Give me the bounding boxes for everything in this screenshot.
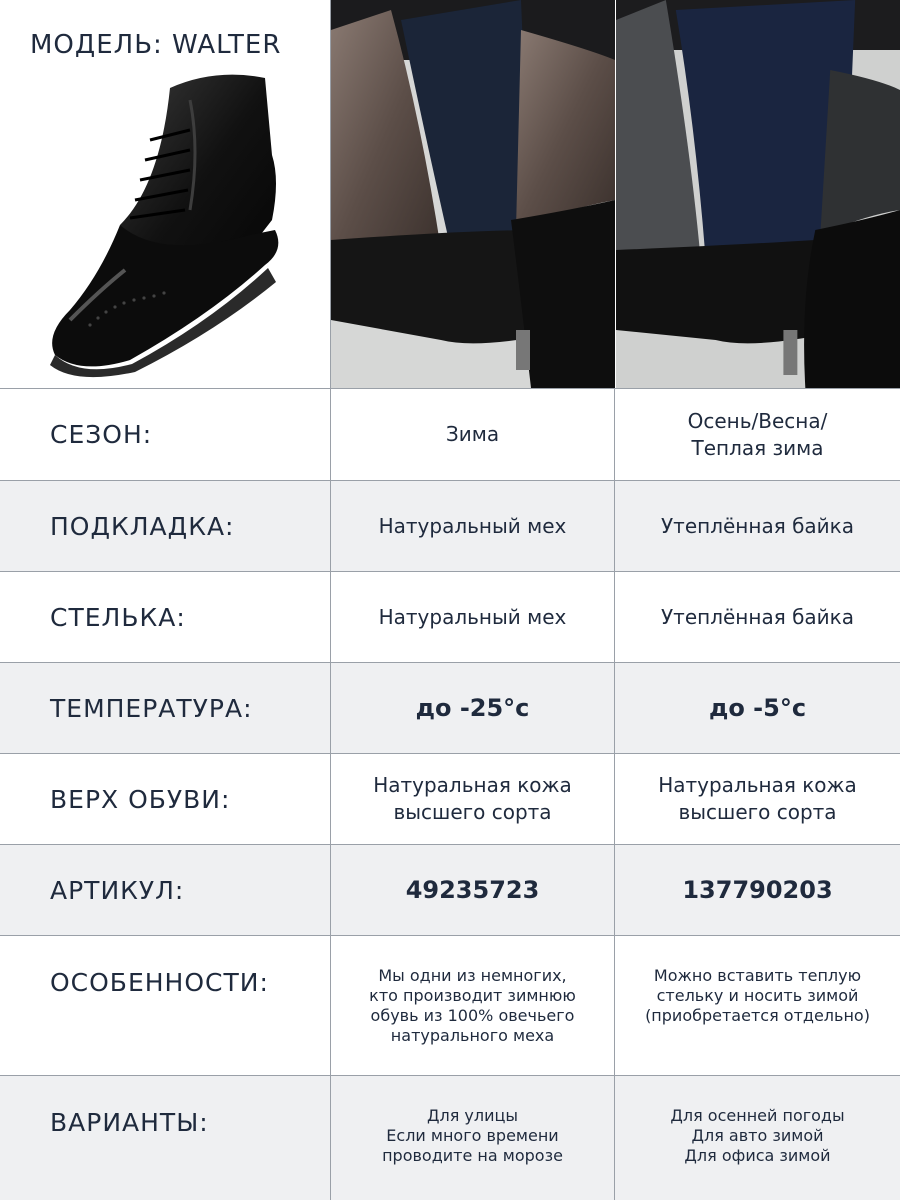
value-autumn: до -5°с (708, 693, 807, 722)
value-autumn: Осень/Весна/ Теплая зима (687, 408, 828, 460)
row-label: СТЕЛЬКА: (0, 572, 331, 662)
value-winter: Для улицы Если много времени проводите на морозе (382, 1106, 563, 1165)
boot-photo (40, 60, 300, 380)
row-article (0, 844, 900, 935)
row-label: ПОДКЛАДКА: (0, 481, 331, 571)
model-title: МОДЕЛЬ: WALTER (30, 30, 282, 60)
value-winter: Натуральный мех (378, 604, 567, 629)
row-variants (0, 1075, 900, 1200)
value-winter: до -25°с (415, 693, 530, 722)
row-season (0, 388, 900, 480)
value-autumn: Натуральная кожа высшего сорта (658, 773, 857, 824)
row-lining (0, 480, 900, 571)
value-autumn: Утеплённая байка (660, 604, 855, 629)
value-winter: 49235723 (405, 875, 540, 904)
value-winter: Натуральная кожа высшего сорта (373, 773, 572, 824)
row-label: ОСОБЕННОСТИ: (0, 936, 331, 1075)
flannel-lining-photo (615, 0, 900, 388)
row-label: СЕЗОН: (0, 389, 331, 480)
value-autumn: Утеплённая байка (660, 513, 855, 538)
value-winter: Натуральный мех (378, 513, 567, 538)
value-winter: Мы одни из немногих, кто производит зимнюю обувь из 100% овечьего натурального меха (369, 966, 576, 1045)
row-label: ВЕРХ ОБУВИ: (0, 754, 331, 844)
row-features (0, 935, 900, 1075)
fur-lining-photo (331, 0, 615, 388)
row-label: ВАРИАНТЫ: (0, 1076, 331, 1200)
value-autumn: Можно вставить теплую стельку и носить зимой (приобретается отдельно) (645, 966, 870, 1025)
row-insole (0, 571, 900, 662)
value-autumn: Для осенней погоды Для авто зимой Для офиса зимой (670, 1106, 845, 1165)
row-label: ТЕМПЕРАТУРА: (0, 663, 331, 753)
row-upper (0, 753, 900, 844)
value-autumn: 137790203 (682, 875, 833, 904)
model-cell (0, 0, 331, 388)
value-winter: Зима (445, 422, 500, 446)
row-temperature (0, 662, 900, 753)
row-label: АРТИКУЛ: (0, 845, 331, 935)
